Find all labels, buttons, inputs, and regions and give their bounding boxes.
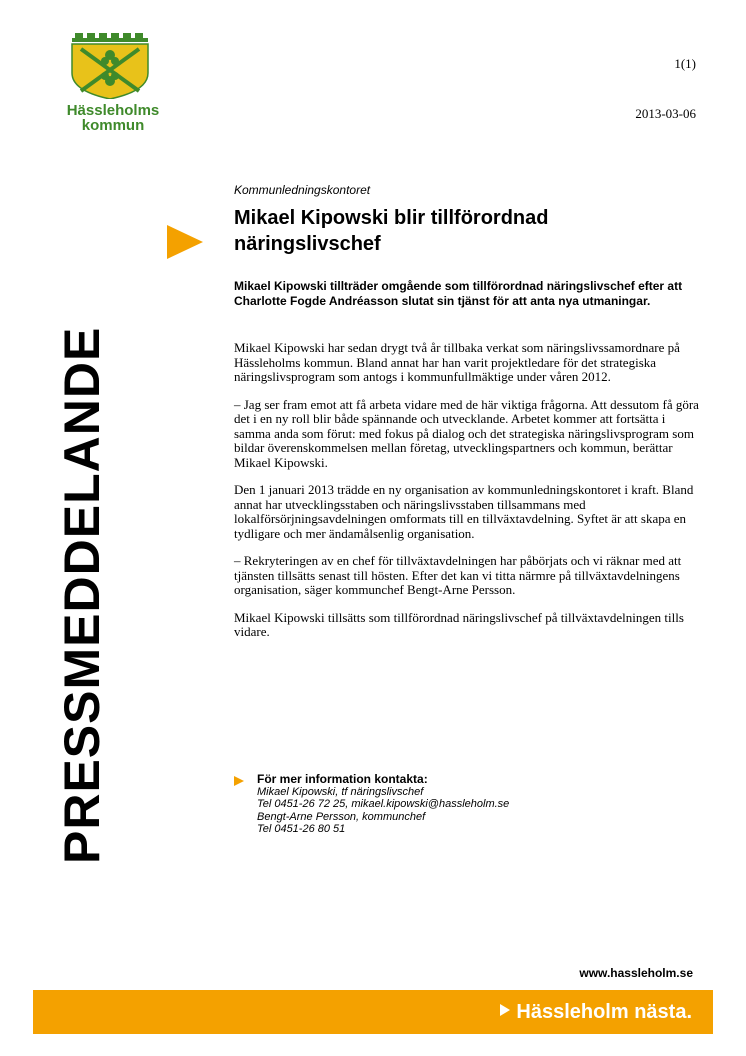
footer-bar [33, 990, 713, 1034]
department: Kommunledningskontoret [234, 183, 371, 197]
contact-line: Bengt-Arne Persson, kommunchef [257, 810, 426, 823]
side-label: PRESSMEDDELANDE [54, 326, 110, 864]
headline: Mikael Kipowski blir tillförordnad näringslivschef [234, 207, 549, 255]
paragraph: – Jag ser fram emot att få arbeta vidare med de här viktiga frågorna. Att dessutom få göra det i en ny roll blir både spännande och utvecklande. Arbetet kommer att fortsätta i samma anda som förut: med fokus på dialog och det strategiska näringslivsprogram som bildar överenskommelsen mellan företag, utvecklingspartners och kommun, berättar Mikael Kipowski. [234, 396, 699, 470]
document-date: 2013-03-06 [635, 106, 696, 121]
paragraph: Mikael Kipowski tillsätts som tillförordnad näringslivschef på tillväxtavdelningen tills vidare. [234, 609, 684, 639]
paragraph: Den 1 januari 2013 trädde en ny organisation av kommunledningskontoret i kraft. Bland annat har utvecklingsstaben och näringslivsstaben tillsammans med lokalförsörjningsavdelningen omformats till en tillväxtavdelning. Syftet är att skapa en tydligare och mer ändamålsenlig organisation. [234, 482, 694, 541]
contact-block [257, 773, 509, 836]
logo-name-line2: kommun [81, 117, 145, 134]
contact-line: Tel 0451-26 80 51 [257, 823, 346, 835]
slogan-text: Hässleholm nästa. [516, 1001, 692, 1023]
lead-paragraph: Mikael Kipowski tillträder omgående som tillförordnad näringslivschef efter att Charlotte Fogde Andréasson slutat sin tjänst för att anta nya utmaningar. [234, 279, 683, 308]
paragraph: – Rekryteringen av en chef för tillväxtavdelningen har påbörjats och vi räknar med att tjänsten tillsätts senast till hösten. Efter det kan vi titta närmre på tillväxtavdelningens organisation, säger kommunchef Bengt-Arne Persson. [234, 553, 682, 597]
contact-heading: För mer information kontakta: [257, 772, 428, 786]
paragraph: Mikael Kipowski har sedan drygt två år tillbaka verkat som näringslivssamordnare på Hässleholms kommun. Bland annat har han varit projektledare för det strategiska näringslivsprogram som antogs i kommunfullmäktige under våren 2012. [234, 340, 680, 384]
slogan [500, 1001, 692, 1024]
contact-line: Tel 0451-26 72 25, mikael.kipowski@hassleholm.se [257, 798, 510, 810]
website-link[interactable]: www.hassleholm.se [579, 966, 693, 980]
slogan-arrow-icon [500, 1004, 510, 1016]
logo-name-line1: Hässleholms [66, 102, 160, 119]
contact-line: Mikael Kipowski, tf näringslivschef [257, 785, 424, 798]
play-arrow-icon [167, 225, 203, 259]
page-number: 1(1) [674, 56, 696, 71]
contact-arrow-icon [234, 776, 244, 786]
coat-of-arms-icon [69, 33, 157, 99]
municipality-logo [63, 33, 171, 133]
article-body [234, 341, 704, 653]
